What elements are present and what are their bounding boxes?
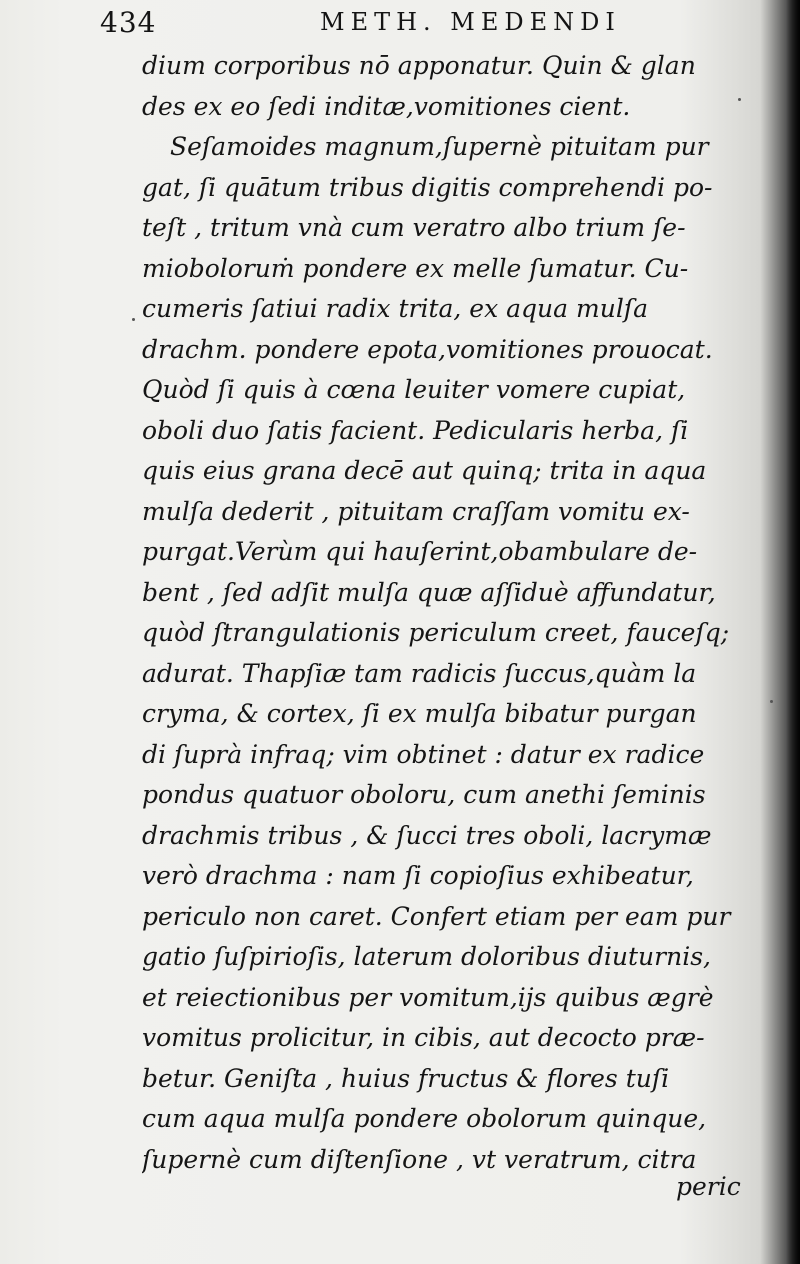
text-line: Seſamoides magnum,ſupernè pituitam pur [170, 132, 709, 161]
page-header [100, 6, 760, 46]
text-line: cumeris ſatiui radix trita, ex aqua mulſa [142, 294, 648, 323]
text-line: vomitus prolicitur, in cibis, aut decocto præ- [142, 1023, 705, 1052]
text-line: gat, ſi quātum tribus digitis comprehendi po- [142, 172, 713, 202]
text-line: di ſuprà infraq; vim obtinet : datur ex radice [142, 739, 705, 769]
text-line: cryma, & cortex, ſi ex mulſa bibatur purgan [142, 699, 697, 728]
text-line: oboli duo ſatis facient. Pedicularis herba, ſi [142, 415, 689, 445]
text-line: adurat. Thapſiæ tam radicis ſuccus,quàm la [142, 658, 697, 688]
running-head: METH. MEDENDI [320, 8, 621, 36]
text-line: des ex eo ſedi inditæ,vomitiones cient. [142, 91, 631, 121]
ink-speck [738, 98, 741, 101]
ink-speck [132, 318, 135, 321]
text-line: mulſa dederit , pituitam craſſam vomitu ex- [142, 496, 690, 526]
catchword: peric [676, 1172, 741, 1201]
page-edge-shadow [786, 0, 800, 1264]
text-line: dium corporibus nō apponatur. Quin & glan [142, 51, 696, 80]
text-line: quòd ſtrangulationis periculum creet, fauceſq; [142, 618, 730, 647]
text-line: et reiectionibus per vomitum,ijs quibus ægrè [142, 982, 714, 1012]
text-line: Quòd ſi quis à cœna leuiter vomere cupiat, [142, 375, 686, 404]
text-line: drachm. pondere epota,vomitiones prouocat. [142, 334, 713, 364]
text-line: mioboloruṁ pondere ex melle ſumatur. Cu- [142, 253, 689, 283]
ink-speck [770, 700, 773, 703]
text-line: purgat.Verùm qui hauſerint,obambulare de- [142, 537, 698, 566]
text-line: bent , ſed adſit mulſa quæ aſſiduè affundatur, [142, 577, 716, 607]
text-line: cum aqua mulſa pondere obolorum quinque, [142, 1104, 707, 1133]
text-line: betur. Geniſta , huius fructus & flores tuſi [142, 1063, 670, 1093]
text-line: verò drachma : nam ſi copioſius exhibeatur, [142, 861, 694, 890]
text-line: ſupernè cum diſtenſione , vt veratrum, citra [142, 1144, 697, 1174]
text-line: gatio ſuſpirioſis, laterum doloribus diuturnis, [142, 942, 711, 971]
text-line: teſt , tritum vnà cum veratro albo trium ſe- [142, 213, 686, 242]
text-line: pondus quatuor oboloru, cum anethi ſeminis [142, 780, 706, 809]
text-line: drachmis tribus , & ſucci tres oboli, lacrymæ [142, 820, 712, 850]
text-line: quis eius grana decē aut quinq; trita in aqua [142, 456, 707, 485]
body-text [142, 46, 742, 1180]
text-line: periculo non caret. Confert etiam per eam pur [142, 901, 731, 931]
page-number: 434 [100, 6, 157, 39]
